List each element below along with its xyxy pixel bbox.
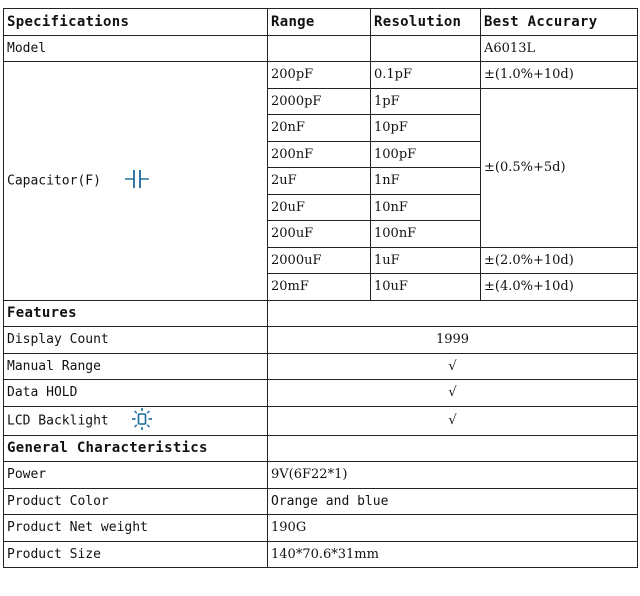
- general-value: 190G: [268, 515, 638, 542]
- range-cell: 2000pF: [268, 88, 371, 115]
- model-range-empty: [268, 35, 371, 62]
- general-label: Product Net weight: [4, 515, 268, 542]
- table-row: [4, 62, 638, 89]
- feature-label: LCD Backlight: [7, 413, 109, 428]
- resolution-cell: 100nF: [371, 221, 481, 248]
- table-row: [4, 541, 638, 568]
- header-resolution: Resolution: [371, 9, 481, 36]
- table-row: [4, 462, 638, 489]
- general-label: Product Color: [4, 488, 268, 515]
- range-cell: 20nF: [268, 115, 371, 142]
- capacitor-icon: [125, 168, 149, 194]
- resolution-cell: 1pF: [371, 88, 481, 115]
- table-row: [4, 488, 638, 515]
- resolution-cell: 10pF: [371, 115, 481, 142]
- general-header-row: [4, 435, 638, 462]
- specifications-table: [3, 8, 638, 568]
- general-header-empty: [268, 435, 638, 462]
- range-cell: 200uF: [268, 221, 371, 248]
- spec-sheet: [3, 8, 638, 568]
- features-title: Features: [4, 300, 268, 327]
- table-row: [4, 380, 638, 407]
- general-title: General Characteristics: [4, 435, 268, 462]
- resolution-cell: 0.1pF: [371, 62, 481, 89]
- model-resolution-empty: [371, 35, 481, 62]
- range-cell: 20mF: [268, 274, 371, 301]
- features-header-row: [4, 300, 638, 327]
- table-row: [4, 515, 638, 542]
- resolution-cell: 10uF: [371, 274, 481, 301]
- accuracy-cell: ±(1.0%+10d): [481, 62, 638, 89]
- table-header-row: [4, 9, 638, 36]
- range-cell: 200pF: [268, 62, 371, 89]
- feature-label-cell: [4, 406, 268, 435]
- capacitor-label: Capacitor(F): [7, 173, 101, 189]
- general-value: 140*70.6*31mm: [268, 541, 638, 568]
- range-cell: 20uF: [268, 194, 371, 221]
- accuracy-cell: ±(0.5%+5d): [481, 88, 638, 247]
- range-cell: 200nF: [268, 141, 371, 168]
- backlight-icon: [131, 407, 153, 435]
- feature-value: 1999: [268, 327, 638, 354]
- range-cell: 2000uF: [268, 247, 371, 274]
- accuracy-cell: ±(4.0%+10d): [481, 274, 638, 301]
- header-specifications: Specifications: [4, 9, 268, 36]
- model-value: A6013L: [481, 35, 638, 62]
- header-range: Range: [268, 9, 371, 36]
- model-label: Model: [4, 35, 268, 62]
- feature-label: Manual Range: [4, 353, 268, 380]
- general-value: Orange and blue: [268, 488, 638, 515]
- feature-value: √: [268, 380, 638, 407]
- resolution-cell: 100pF: [371, 141, 481, 168]
- resolution-cell: 1nF: [371, 168, 481, 195]
- general-value: 9V(6F22*1): [268, 462, 638, 489]
- feature-value: √: [268, 406, 638, 435]
- model-row: [4, 35, 638, 62]
- general-label: Power: [4, 462, 268, 489]
- accuracy-cell: ±(2.0%+10d): [481, 247, 638, 274]
- table-row: [4, 353, 638, 380]
- capacitor-label-cell: [4, 62, 268, 301]
- feature-label: Data HOLD: [4, 380, 268, 407]
- table-row: [4, 327, 638, 354]
- feature-label: Display Count: [4, 327, 268, 354]
- table-row: [4, 406, 638, 435]
- features-header-empty: [268, 300, 638, 327]
- range-cell: 2uF: [268, 168, 371, 195]
- resolution-cell: 1uF: [371, 247, 481, 274]
- header-accuracy: Best Accurary: [481, 9, 638, 36]
- general-label: Product Size: [4, 541, 268, 568]
- resolution-cell: 10nF: [371, 194, 481, 221]
- feature-value: √: [268, 353, 638, 380]
